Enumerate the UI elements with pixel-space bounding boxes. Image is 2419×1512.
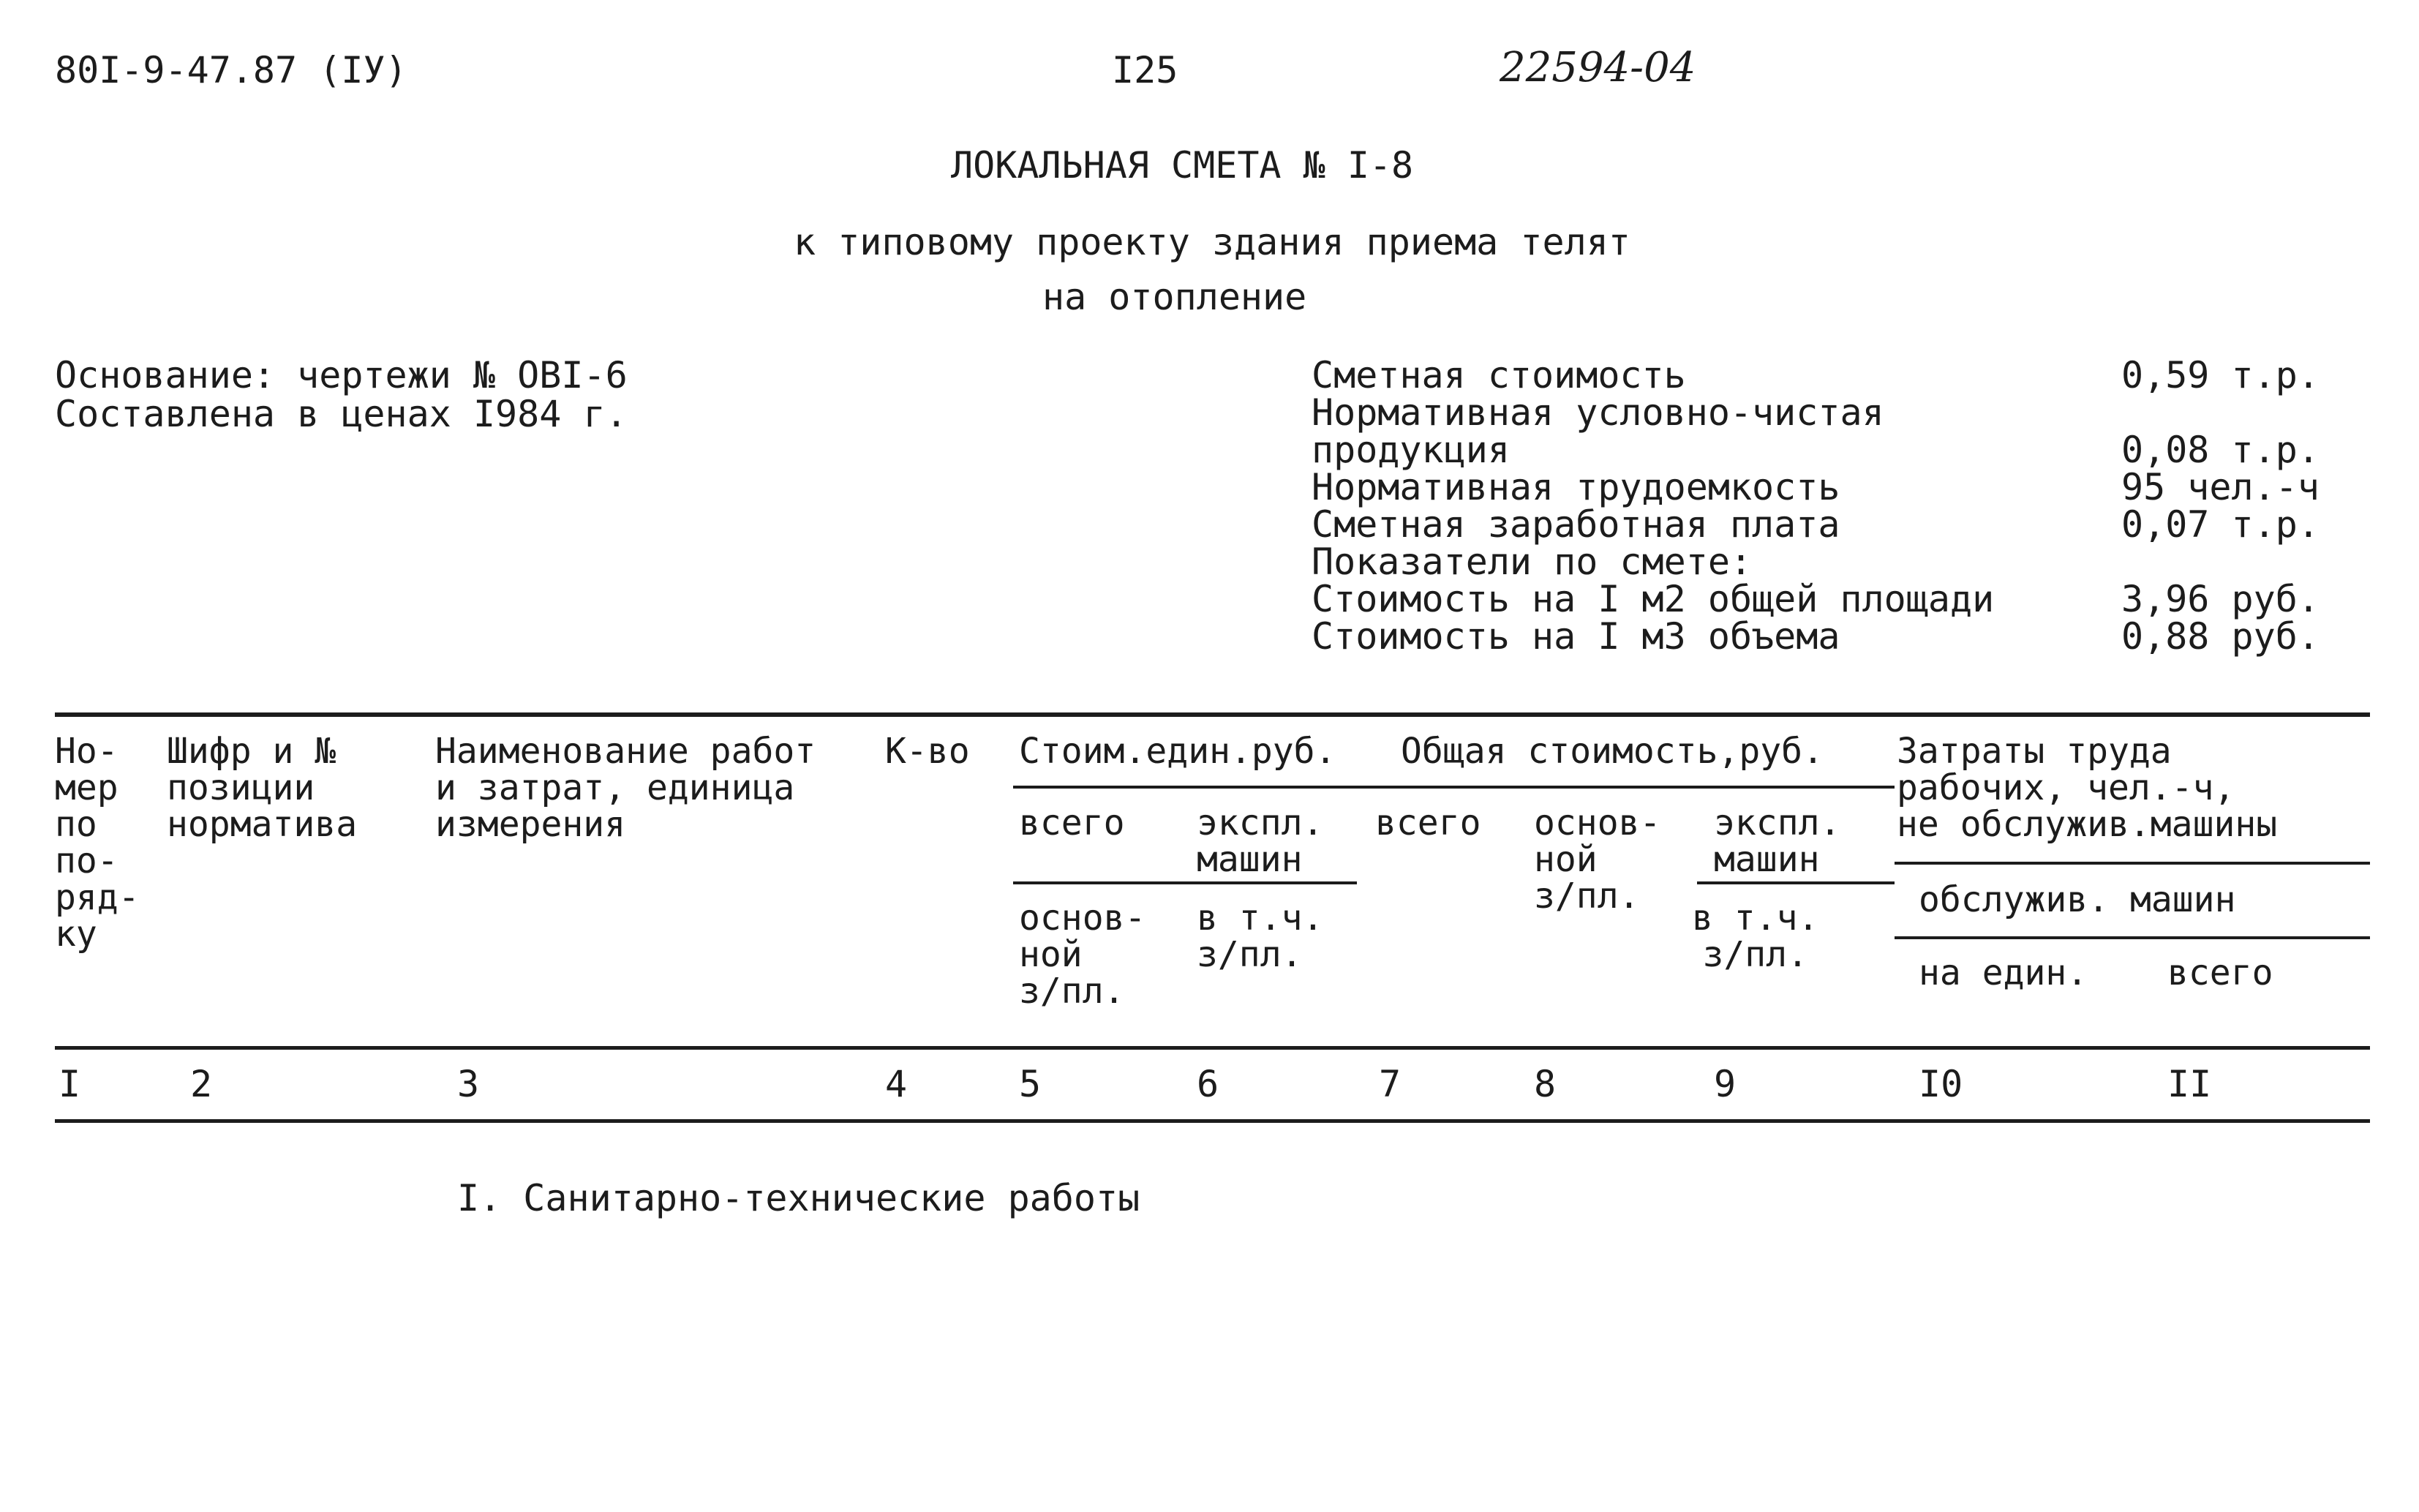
unit-total-header: всего — [1019, 802, 1125, 843]
summary-value: 0,07 т.р. — [2121, 503, 2320, 546]
summary-value: 0,59 т.р. — [2121, 354, 2320, 396]
col-number-header: Но- мер по по- ряд- ку — [55, 731, 140, 955]
column-number: 2 — [190, 1063, 213, 1105]
summary-label: Нормативная трудоемкость — [1312, 466, 1840, 508]
unit-machines-pay-header: в т.ч. з/пл. — [1197, 898, 1324, 975]
document-subtitle: к типовому проекту здания приема телят — [794, 221, 1630, 263]
total-machines-inner-rule — [1697, 881, 1895, 884]
table-top-rule — [55, 712, 2370, 717]
col-code-header: Шифр и № позиции норматива — [167, 731, 358, 845]
unit-machines-header: экспл. машин — [1197, 802, 1324, 880]
summary-label: продукция — [1312, 429, 1510, 471]
summary-label: Показатели по смете: — [1312, 541, 1753, 583]
labor-per-unit-header: на един. — [1919, 952, 2088, 993]
labor-service-header: обслужив. машин — [1919, 879, 2236, 920]
total-cost-group-header: Общая стоимость,руб. — [1401, 731, 1824, 772]
col-quantity-header: К-во — [885, 731, 970, 772]
summary-label: Стоимость на I м2 общей площади — [1312, 578, 1995, 620]
document-code: 80I-9-47.87 (IУ) — [55, 49, 407, 91]
labor-rule-1 — [1895, 862, 2370, 865]
column-number: 6 — [1197, 1063, 1219, 1105]
summary-value: 0,88 руб. — [2121, 615, 2320, 658]
column-number: 9 — [1714, 1063, 1737, 1105]
labor-header: Затраты труда рабочих, чел.-ч, не обслужив.машины — [1897, 731, 2278, 845]
summary-value: 0,08 т.р. — [2121, 429, 2320, 471]
column-number: I0 — [1919, 1063, 1963, 1105]
column-numbers-rule — [55, 1119, 2370, 1123]
unit-cost-inner-rule — [1013, 881, 1357, 884]
document-title: ЛОКАЛЬНАЯ СМЕТА № I-8 — [951, 144, 1414, 187]
basis-drawings: Основание: чертежи № ОВI-6 — [55, 354, 628, 396]
unit-base-pay-header: основ- ной з/пл. — [1019, 898, 1146, 1012]
column-number: 4 — [885, 1063, 908, 1105]
total-base-pay-header: основ- ной з/пл. — [1534, 802, 1661, 917]
summary-label: Стоимость на I м3 объема — [1312, 615, 1840, 658]
total-machines-header: экспл. машин — [1714, 802, 1841, 880]
document-subtitle-2: на отопление — [1042, 276, 1307, 318]
column-number: 3 — [457, 1063, 480, 1105]
header-bottom-rule — [55, 1046, 2370, 1050]
labor-rule-2 — [1895, 936, 2370, 939]
unit-cost-group-header: Стоим.един.руб. — [1019, 731, 1336, 772]
col-name-header: Наименование работ и затрат, единица измерения — [435, 731, 816, 845]
page-number: I25 — [1112, 49, 1178, 91]
summary-label: Нормативная условно-чистая — [1312, 391, 1884, 434]
labor-total-header: всего — [2167, 952, 2273, 993]
summary-label: Сметная стоимость — [1312, 354, 1686, 396]
column-number: I — [59, 1063, 81, 1105]
summary-label: Сметная заработная плата — [1312, 503, 1840, 546]
cost-group-rule — [1013, 786, 1895, 789]
section-title: I. Санитарно-технические работы — [457, 1177, 1140, 1219]
total-machines-pay-header: в т.ч. з/пл. — [1692, 898, 1819, 975]
column-number: 5 — [1019, 1063, 1042, 1105]
total-total-header: всего — [1375, 802, 1481, 843]
summary-value: 3,96 руб. — [2121, 578, 2320, 620]
basis-prices: Составлена в ценах I984 г. — [55, 393, 628, 435]
column-number: 7 — [1379, 1063, 1402, 1105]
summary-value: 95 чел.-ч — [2121, 466, 2320, 508]
column-number: 8 — [1534, 1063, 1557, 1105]
handwritten-number: 22594-04 — [1500, 44, 1696, 91]
column-number: II — [2167, 1063, 2212, 1105]
